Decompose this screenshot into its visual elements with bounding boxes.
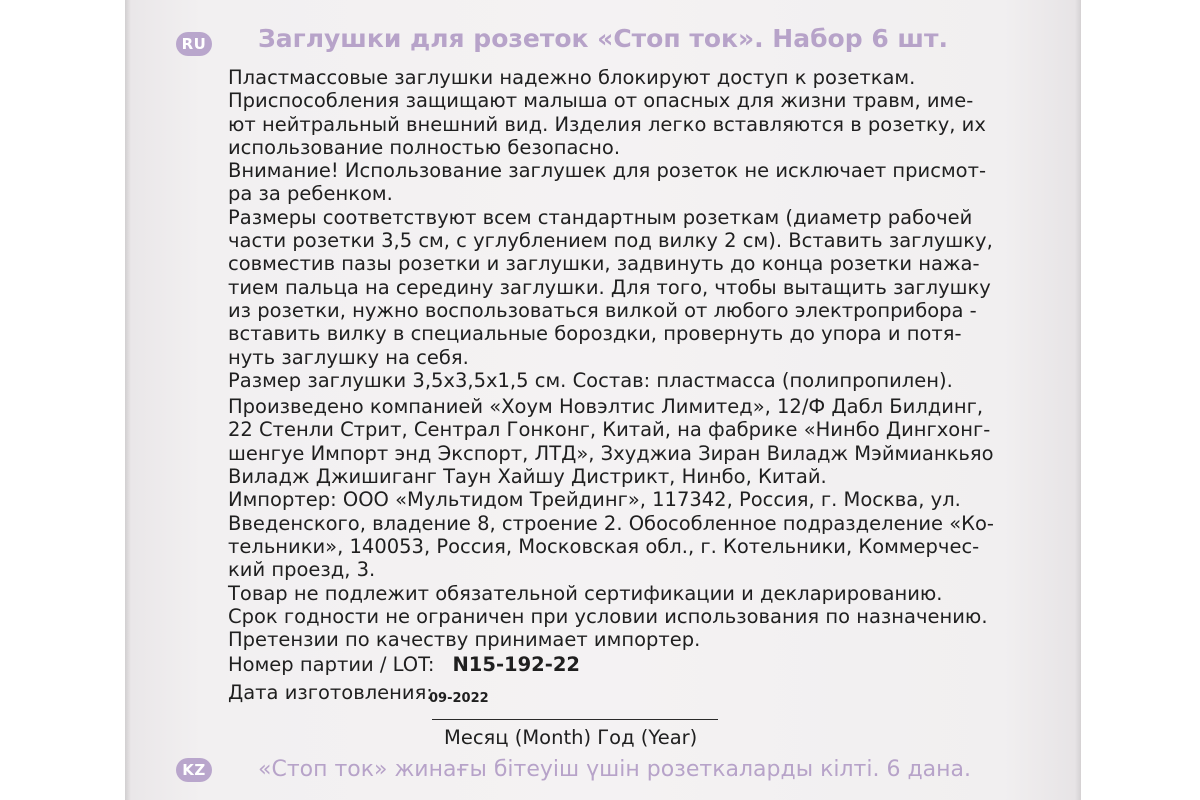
ru-language-badge: RU	[176, 32, 212, 56]
shelf-life-note: Срок годности не ограничен при условии использования по назначению.	[228, 604, 988, 628]
text-line: нуть заглушку на себя.	[228, 345, 469, 369]
text-line: Внимание! Использование заглушек для розеток не исключает присмот-	[228, 159, 986, 183]
importer-line: Введенского, владение 8, строение 2. Обособленное подразделение «Ко-	[228, 511, 994, 535]
importer-line: тельники», 140053, Россия, Московская обл., г. Котельники, Коммерчес-	[228, 534, 980, 558]
importer-line: Импортер: ООО «Мультидом Трейдинг», 117342, Россия, г. Москва, ул.	[228, 488, 961, 512]
lot-row	[228, 653, 988, 676]
text-line: Размеры соответствуют всем стандартным розеткам (диаметр рабочей	[228, 205, 973, 229]
text-line: части розетки 3,5 см, с углублением под вилку 2 см). Вставить заглушку,	[228, 229, 993, 253]
text-line: совместив пазы розетки и заглушки, задвинуть до конца розетки нажа-	[228, 252, 980, 276]
text-line: Пластмассовые заглушки надежно блокируют доступ к розеткам.	[228, 66, 916, 89]
manufacture-date-row	[228, 681, 988, 704]
lot-number: N15-192-22	[452, 653, 580, 677]
date-value: 09-2022	[429, 690, 489, 706]
manufacturer-line: шенгуе Импорт энд Экспорт, ЛТД», Зхуджиа Зиран Виладж Мэймианкьяо	[228, 441, 994, 465]
date-label: Дата изготовления:	[228, 680, 433, 704]
text-line: тием пальца на середину заглушки. Для того, чтобы вытащить заглушку	[228, 275, 991, 299]
claims-note: Претензии по качеству принимает импортер.	[228, 628, 701, 652]
manufacturer-line: Виладж Джишиганг Таун Хайшу Дистрикт, Нинбо, Китай.	[228, 465, 827, 489]
importer-line: кий проезд, 3.	[228, 558, 376, 582]
text-line: ют нейтральный внешний вид. Изделия легко вставляются в розетку, их	[228, 112, 986, 136]
text-line: использование полностью безопасно.	[228, 135, 621, 159]
product-title: Заглушки для розеток «Стоп ток». Набор 6 шт.	[258, 24, 948, 53]
card-edge-shadow	[125, 0, 131, 800]
card-edge-shadow	[1075, 0, 1081, 800]
month-year-caption: Месяц (Month) Год (Year)	[444, 726, 698, 749]
manufacturer-line: 22 Стенли Стрит, Сентрал Гонконг, Китай, на фабрике «Нинбо Дингхонг-	[228, 418, 991, 442]
kz-language-badge: KZ	[176, 758, 212, 782]
lot-label: Номер партии / LOT:	[228, 653, 435, 677]
text-line: вставить вилку в специальные бороздки, провернуть до упора и потя-	[228, 322, 962, 346]
description-body	[228, 66, 994, 706]
text-line: Приспособления защищают малыша от опасных для жизни травм, име-	[228, 89, 974, 113]
text-line: из розетки, нужно воспользоваться вилкой от любого электроприбора -	[228, 298, 977, 322]
kz-product-title: «Стоп ток» жинағы бітеуіш үшін розеткаларды кілті. 6 дана.	[258, 757, 971, 782]
text-line: Размер заглушки 3,5х3,5х1,5 см. Состав: пластмасса (полипропилен).	[228, 368, 953, 392]
manufacturer-line: Произведено компанией «Хоум Новэлтис Лимитед», 12/Ф Дабл Билдинг,	[228, 395, 984, 419]
text-line: ра за ребенком.	[228, 182, 393, 206]
certification-note: Товар не подлежит обязательной сертификации и декларированию.	[228, 581, 943, 605]
date-underline	[432, 719, 718, 720]
